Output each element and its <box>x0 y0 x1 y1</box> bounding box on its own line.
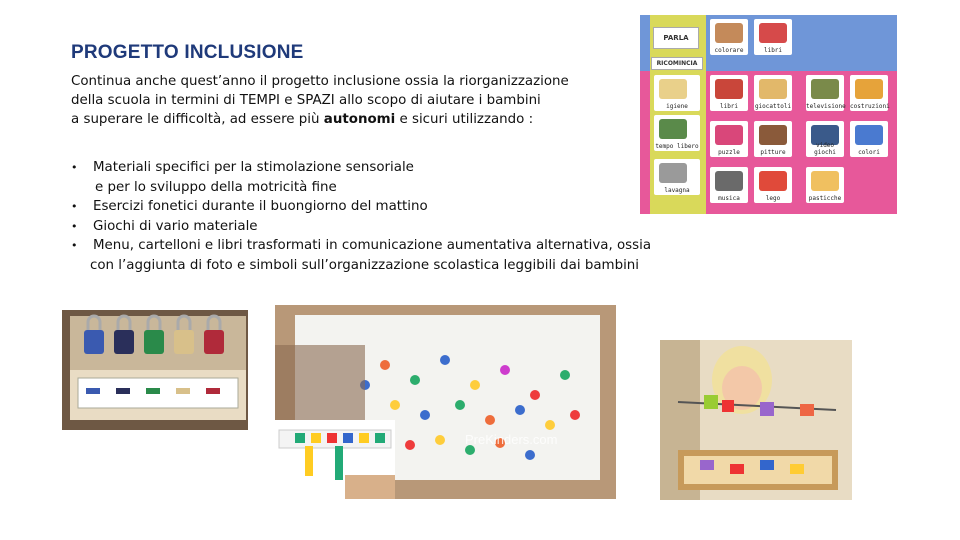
bullet-line: e per lo sviluppo della motricità fine <box>95 179 337 195</box>
bullet-item <box>71 197 651 217</box>
symbol-card: puzzle <box>710 121 748 157</box>
symbol-card: lego <box>754 167 792 203</box>
girl-clothesline-illustration <box>660 340 852 500</box>
symbol-card: giocattoli <box>754 75 792 111</box>
bullet-line: • Giochi di vario materiale <box>93 218 258 234</box>
symbol-card: televisione <box>806 75 844 111</box>
bullet-line: con l’aggiunta di foto e simboli sull’organizzazione scolastica leggibili dai bambini <box>90 257 640 273</box>
color-strip-clips-photo <box>275 420 395 499</box>
bullet-item <box>71 217 651 237</box>
intro-line <box>71 110 631 129</box>
symbol-card: colori <box>850 121 888 157</box>
symbol-card: pasticche <box>806 167 844 203</box>
bullet-line: • Menu, cartelloni e libri trasformati in comunicazione aumentativa alternativa, ossia <box>93 238 652 253</box>
girl-clothesline-photo <box>660 340 852 500</box>
watermark-text: PreKinders.com <box>465 432 558 447</box>
intro-line: Continua anche quest’anno il progetto inclusione ossia la riorganizzazione <box>71 74 569 89</box>
bullet-line: • Esercizi fonetici durante il buongiorno del mattino <box>93 199 428 214</box>
parla-button: PARLA <box>653 27 699 49</box>
slide-title: PROGETTO INCLUSIONE <box>71 42 304 63</box>
symbol-card: libri <box>754 19 792 55</box>
symbol-card: igiene <box>654 75 700 111</box>
bullet-list <box>71 158 651 275</box>
intro-line-text: a superare le difficoltà, ad essere più <box>71 112 324 127</box>
locks-keys-illustration <box>62 310 248 430</box>
bullet-item <box>71 158 651 197</box>
symbol-card: lavagna <box>654 159 700 195</box>
symbol-card: costruzioni <box>850 75 888 111</box>
symbol-card: colorare <box>710 19 748 55</box>
intro-bold-word: autonomi <box>323 112 396 127</box>
symbol-card: video giochi <box>806 121 844 157</box>
color-strip-clips-illustration <box>275 420 395 499</box>
intro-paragraph <box>71 72 631 129</box>
aac-communication-board-image <box>640 15 897 214</box>
symbol-card: libri <box>710 75 748 111</box>
symbol-card: musica <box>710 167 748 203</box>
locks-keys-photo <box>62 310 248 430</box>
bullet-item <box>71 236 651 275</box>
intro-tail: e sicuri utilizzando : <box>395 112 534 127</box>
intro-line: della scuola in termini di TEMPI e SPAZI allo scopo di aiutare i bambini <box>71 93 541 108</box>
ricomincia-button: RICOMINCIA <box>651 57 703 70</box>
bullet-line: • Materiali specifici per la stimolazione sensoriale <box>93 160 414 175</box>
symbol-card: pitture <box>754 121 792 157</box>
symbol-card: tempo libero <box>654 115 700 151</box>
